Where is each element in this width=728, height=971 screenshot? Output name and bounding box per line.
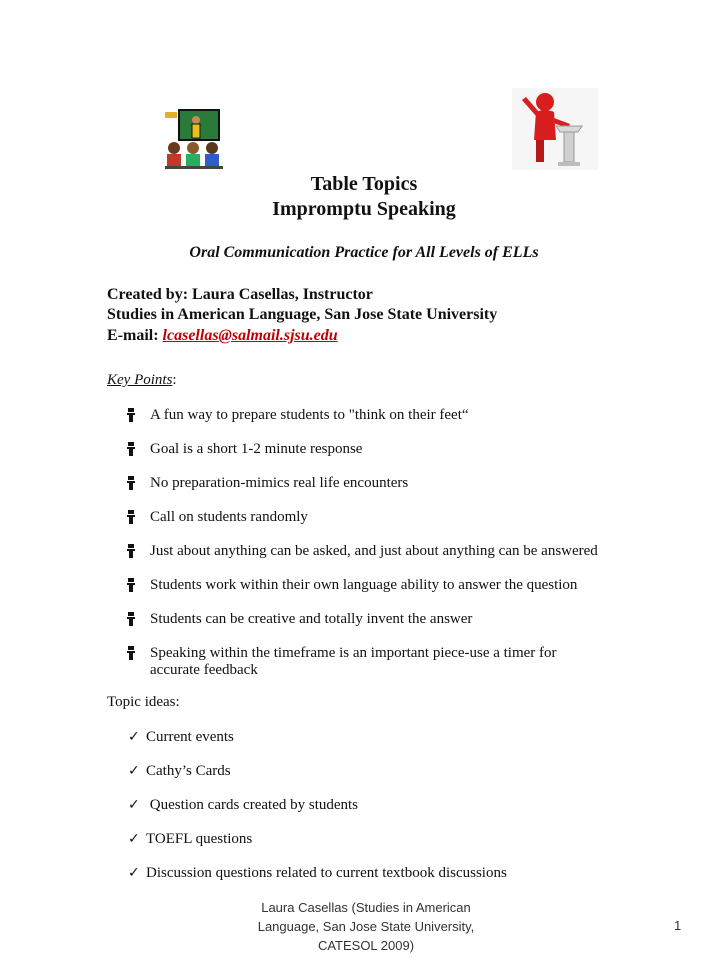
key-point-text: A fun way to prepare students to "think on their feet“ — [150, 407, 469, 423]
list-item — [128, 729, 234, 746]
checkmark-icon: ✓ — [128, 865, 140, 881]
key-point-text: Students can be creative and totally invent the answer — [150, 611, 473, 627]
list-item — [126, 543, 606, 560]
key-points-heading-text: Key Points — [107, 372, 173, 388]
person-bullet-icon — [126, 646, 136, 661]
document-title: Table Topics — [310, 173, 418, 195]
email-label: E-mail: — [107, 327, 163, 344]
person-bullet-icon — [126, 442, 136, 457]
list-item — [126, 407, 606, 424]
list-item — [126, 611, 606, 628]
page-number: 1 — [674, 918, 682, 933]
list-item — [128, 763, 231, 780]
list-item — [128, 831, 252, 848]
key-point-text: Goal is a short 1-2 minute response — [150, 441, 363, 457]
key-point-text: No preparation-mimics real life encounters — [150, 475, 409, 491]
person-bullet-icon — [126, 510, 136, 525]
key-points-heading — [107, 372, 177, 389]
topic-text: Cathy’s Cards — [146, 763, 231, 779]
created-by-line: Created by: Laura Casellas, Instructor — [107, 286, 373, 303]
list-item — [126, 577, 606, 594]
classroom-teacher-icon — [163, 104, 225, 170]
email-link[interactable]: lcasellas@salmail.sjsu.edu — [162, 327, 338, 344]
list-item — [128, 865, 507, 882]
list-item — [126, 475, 606, 492]
list-item — [126, 645, 606, 679]
person-bullet-icon — [126, 544, 136, 559]
person-bullet-icon — [126, 578, 136, 593]
checkmark-icon: ✓ — [128, 729, 140, 745]
checkmark-icon: ✓ — [128, 797, 140, 813]
checkmark-icon: ✓ — [128, 831, 140, 847]
person-bullet-icon — [126, 612, 136, 627]
email-line — [107, 327, 338, 345]
key-point-text: Students work within their own language ability to answer the question — [150, 577, 578, 593]
slide-footer: Laura Casellas (Studies in American Language, San Jose State University, CATESOL 2009) — [257, 900, 475, 953]
topic-ideas-heading: Topic ideas: — [107, 694, 180, 710]
topic-text: Question cards created by students — [146, 797, 359, 813]
key-point-text: Call on students randomly — [150, 509, 308, 525]
document-subtitle: Oral Communication Practice for All Levels of ELLs — [189, 244, 539, 261]
person-bullet-icon — [126, 476, 136, 491]
key-point-text: Just about anything can be asked, and just about anything can be answered — [150, 543, 598, 559]
topic-text: Current events — [146, 729, 234, 745]
checkmark-icon: ✓ — [128, 763, 140, 779]
topic-text: TOEFL questions — [146, 831, 253, 847]
list-item — [126, 441, 606, 458]
topic-text: Discussion questions related to current textbook discussions — [146, 865, 507, 881]
list-item — [128, 797, 358, 814]
affiliation-line: Studies in American Language, San Jose State University — [107, 306, 498, 323]
person-bullet-icon — [126, 408, 136, 423]
key-points-colon: : — [172, 372, 177, 388]
key-point-text: Speaking within the timeframe is an important piece-use a timer for accurate feedback — [150, 645, 557, 678]
list-item — [126, 509, 606, 526]
document-title-line-2: Impromptu Speaking — [272, 198, 456, 220]
speaker-at-podium-icon — [512, 88, 598, 170]
